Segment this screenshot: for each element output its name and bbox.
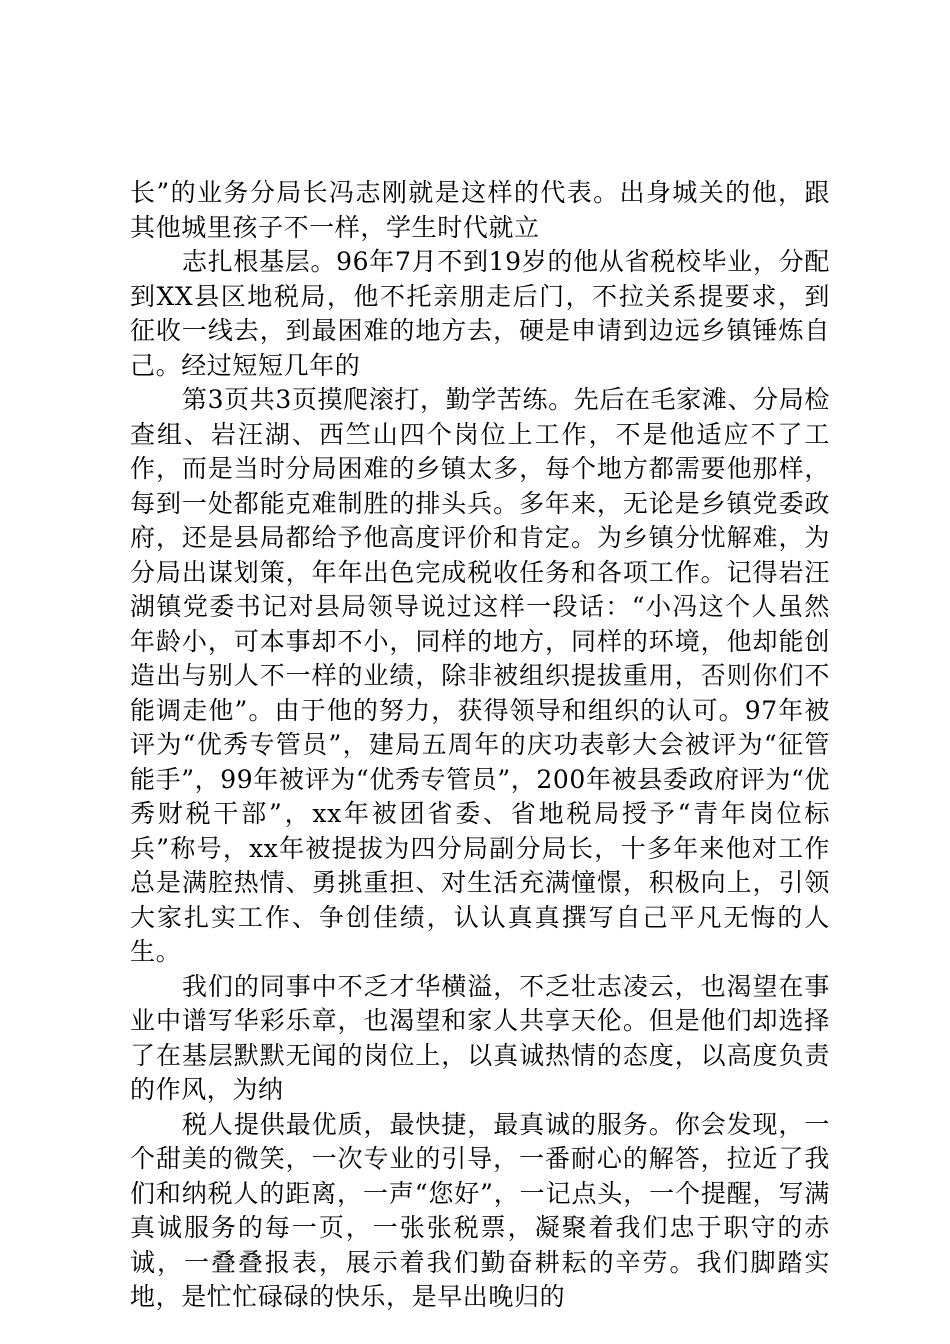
paragraph-4: 我们的同事中不乏才华横溢，不乏壮志凌云，也渴望在事业中谱写华彩乐章，也渴望和家人共享天伦。但是他们却选择了在基层默默无闻的岗位上，以真诚热情的态度，以高度负责的作风，为纳	[130, 971, 830, 1104]
paragraph-2: 志扎根基层。96年7月不到19岁的他从省税校毕业，分配到XX县区地税局，他不托亲朋走后门，不拉关系提要求，到征收一线去，到最困难的地方去，硬是申请到边远乡镇锤炼自己。经过短短几年的	[130, 247, 830, 380]
paragraph-3: 第3页共3页摸爬滚打，勤学苦练。先后在毛家滩、分局检查组、岩汪湖、西竺山四个岗位上工作，不是他适应不了工作，而是当时分局困难的乡镇太多，每个地方都需要他那样，每到一处都能克难制胜的排头兵。多年来，无论是乡镇党委政府，还是县局都给予他高度评价和肯定。为乡镇分忧解难，为分局出谋划策，年年出色完成税收任务和各项工作。记得岩汪湖镇党委书记对县局领导说过这样一段话：“小冯这个人虽然年龄小，可本事却不小，同样的地方，同样的环境，他却能创造出与别人不一样的业绩，除非被组织提拔重用，否则你们不能调走他”。由于他的努力，获得领导和组织的认可。97年被评为“优秀专管员”，建局五周年的庆功表彰大会被评为“征管能手”，99年被评为“优秀专管员”，200年被县委政府评为“优秀财税干部”，xx年被团省委、省地税局授予“青年岗位标兵”称号，xx年被提拔为四分局副分局长，十多年来他对工作总是满腔热情、勇挑重担、对生活充满憧憬，积极向上，引领大家扎实工作、争创佳绩，认认真真撰写自己平凡无悔的人生。	[130, 385, 830, 966]
paragraph-1: 长”的业务分局长冯志刚就是这样的代表。出身城关的他，跟其他城里孩子不一样，学生时代就立	[130, 178, 830, 242]
document-body	[130, 176, 830, 1315]
paragraph-5: 税人提供最优质，最快捷，最真诚的服务。你会发现，一个甜美的微笑，一次专业的引导，一番耐心的解答，拉近了我们和纳税人的距离，一声“您好”，一记点头，一个提醒，写满真诚服务的每一页，一张张税票，凝聚着我们忠于职守的赤诚，一叠叠报表，展示着我们勤奋耕耘的辛劳。我们脚踏实地，是忙忙碌碌的快乐，是早出晚归的	[130, 1109, 830, 1311]
